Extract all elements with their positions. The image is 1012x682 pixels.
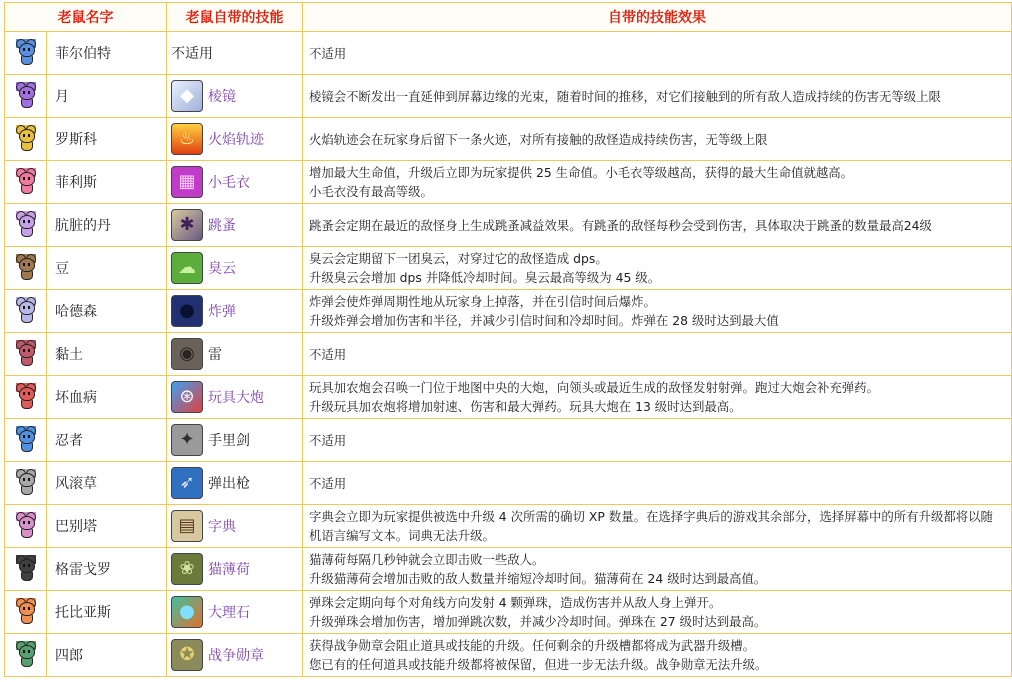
rat-skill [167, 505, 303, 548]
skill-link[interactable]: 炸弹 [208, 304, 236, 320]
rat-icon-cell [5, 161, 47, 204]
effect-text: 升级臭云会增加 dps 并降低冷却时间。臭云最高等级为 45 级。 [309, 270, 661, 285]
skill-link[interactable]: 棱镜 [208, 89, 236, 105]
skill-link[interactable]: 战争勋章 [208, 648, 264, 664]
skill-effect [303, 118, 1012, 161]
rat-skill [167, 376, 303, 419]
table-row [5, 118, 1012, 161]
effect-text: 不适用 [309, 475, 347, 491]
rat-icon-cell [5, 290, 47, 333]
sweater-icon: ▦ [171, 166, 203, 198]
rat-skill [167, 118, 303, 161]
rat-name: 忍者 [47, 419, 167, 462]
effect-text: 猫薄荷每隔几秒钟就会立即击败一些敌人。 [309, 552, 545, 567]
skill-effect [303, 247, 1012, 290]
effect-text: 弹珠会定期向每个对角线方向发射 4 颗弹珠，造成伤害并从敌人身上弹开。 [309, 595, 722, 610]
rat-skill [167, 634, 303, 677]
skill-effect [303, 505, 1012, 548]
effect-text: 升级玩具加农炮将增加射速、伤害和最大弹药。玩具大炮在 13 级时达到最高。 [309, 399, 742, 414]
rat-icon-cell [5, 548, 47, 591]
skill-effect [303, 333, 1012, 376]
skill-link[interactable]: 玩具大炮 [208, 390, 264, 406]
effect-text: 不适用 [309, 432, 347, 448]
mine-icon: ◉ [171, 338, 203, 370]
rat-skill [167, 161, 303, 204]
effect-text: 玩具加农炮会召唤一门位于地图中央的大炮，向领头或最近生成的敌怪发射射弹。跑过大炮会补充弹药。 [309, 380, 879, 395]
header-row [5, 3, 1012, 32]
skill-effect [303, 290, 1012, 333]
rat-icon-cell [5, 75, 47, 118]
skill-effect [303, 634, 1012, 677]
rat-skill [167, 548, 303, 591]
rat-icon [15, 167, 37, 193]
rat-skills-table [4, 2, 1012, 677]
rat-icon [15, 296, 37, 322]
rat-icon-cell [5, 419, 47, 462]
war-medal-icon: ✪ [171, 639, 203, 671]
table-row [5, 376, 1012, 419]
effect-text: 增加最大生命值，升级后立即为玩家提供 25 生命值。小毛衣等级越高，获得的最大生命值就越高。 [309, 165, 854, 180]
rat-icon [15, 210, 37, 236]
effect-text: 升级猫薄荷会增加击败的敌人数量并缩短冷却时间。猫薄荷在 24 级时达到最高值。 [309, 571, 767, 586]
dictionary-icon: ▤ [171, 510, 203, 542]
table-row [5, 462, 1012, 505]
effect-text: 不适用 [309, 45, 347, 61]
effect-text: 小毛衣没有最高等级。 [309, 184, 433, 199]
table-row [5, 32, 1012, 75]
skill-effect [303, 75, 1012, 118]
table-row [5, 75, 1012, 118]
skill-effect [303, 32, 1012, 75]
rat-icon [15, 468, 37, 494]
table-row [5, 161, 1012, 204]
rat-name: 菲尔伯特 [47, 32, 167, 75]
skill-effect [303, 204, 1012, 247]
rat-name: 月 [47, 75, 167, 118]
rat-name: 罗斯科 [47, 118, 167, 161]
shuriken-icon: ✦ [171, 424, 203, 456]
rat-icon [15, 253, 37, 279]
skill-link[interactable]: 大理石 [208, 605, 250, 621]
rat-name: 肮脏的丹 [47, 204, 167, 247]
effect-text: 升级弹珠会增加伤害，增加弹跳次数，并减少冷却时间。弹珠在 27 级时达到最高。 [309, 614, 767, 629]
rat-icon-cell [5, 505, 47, 548]
rat-name: 巴别塔 [47, 505, 167, 548]
rat-skill [167, 462, 303, 505]
skill-effect [303, 548, 1012, 591]
rat-icon [15, 554, 37, 580]
table-row [5, 247, 1012, 290]
rat-icon-cell [5, 462, 47, 505]
rat-icon [15, 81, 37, 107]
skill-effect [303, 161, 1012, 204]
bomb-icon: ● [171, 295, 203, 327]
toy-cannon-icon: ⊛ [171, 381, 203, 413]
skill-link[interactable]: 跳蚤 [208, 218, 236, 234]
effect-text: 您已有的任何道具或技能升级都将被保留，但进一步无法升级。战争勋章无法升级。 [309, 657, 768, 672]
rat-skill [167, 419, 303, 462]
table-row [5, 634, 1012, 677]
rat-icon-cell [5, 118, 47, 161]
rat-skill [167, 290, 303, 333]
skill-effect [303, 376, 1012, 419]
effect-text: 字典会立即为玩家提供被选中升级 4 次所需的确切 XP 数量。在选择字典后的游戏其余部分，选择屏幕中的所有升级都将以随机语言编写文本。词典无法升级。 [309, 509, 993, 543]
skill-effect [303, 419, 1012, 462]
rat-icon-cell [5, 376, 47, 419]
rat-name: 豆 [47, 247, 167, 290]
rat-name: 黏土 [47, 333, 167, 376]
catnip-icon: ❀ [171, 553, 203, 585]
effect-text: 升级炸弹会增加伤害和半径，并减少引信时间和冷却时间。炸弹在 28 级时达到最大值 [309, 313, 779, 328]
effect-text: 火焰轨迹会在玩家身后留下一条火迹，对所有接触的敌怪造成持续伤害，无等级上限 [309, 131, 768, 147]
skill-link[interactable]: 火焰轨迹 [208, 132, 264, 148]
header-rat-skill: 老鼠自带的技能 [167, 3, 303, 32]
rat-skill [167, 204, 303, 247]
table-row [5, 333, 1012, 376]
effect-text: 跳蚤会定期在最近的敌怪身上生成跳蚤减益效果。有跳蚤的敌怪每秒会受到伤害，具体取决于跳蚤的数量最高24级 [309, 217, 932, 233]
rat-name: 风滚草 [47, 462, 167, 505]
rat-icon-cell [5, 591, 47, 634]
effect-text: 棱镜会不断发出一直延伸到屏幕边缘的光束，随着时间的推移，对它们接触到的所有敌人造成持续的伤害无等级上限 [309, 88, 941, 104]
rat-name: 四郎 [47, 634, 167, 677]
header-skill-effect: 自带的技能效果 [303, 3, 1012, 32]
rat-skill [167, 591, 303, 634]
rat-icon-cell [5, 32, 47, 75]
rat-skill [167, 75, 303, 118]
rat-icon [15, 382, 37, 408]
effect-text: 不适用 [309, 346, 347, 362]
table-row [5, 505, 1012, 548]
rat-skill [167, 247, 303, 290]
rat-name: 格雷戈罗 [47, 548, 167, 591]
rat-icon [15, 38, 37, 64]
rat-icon [15, 597, 37, 623]
effect-text: 臭云会定期留下一团臭云，对穿过它的敌怪造成 dps。 [309, 251, 608, 266]
skill-link[interactable]: 臭云 [208, 261, 236, 277]
rat-name: 哈德森 [47, 290, 167, 333]
skill-label: 手里剑 [208, 433, 250, 449]
rat-icon-cell [5, 634, 47, 677]
effect-text: 炸弹会使炸弹周期性地从玩家身上掉落，并在引信时间后爆炸。 [309, 294, 656, 309]
rat-name: 托比亚斯 [47, 591, 167, 634]
table-row [5, 204, 1012, 247]
rat-icon-cell [5, 247, 47, 290]
rat-icon-cell [5, 204, 47, 247]
skill-effect [303, 462, 1012, 505]
rat-skill [167, 333, 303, 376]
skill-link[interactable]: 小毛衣 [208, 175, 250, 191]
header-rat-name: 老鼠名字 [5, 3, 167, 32]
flea-icon: ✱ [171, 209, 203, 241]
flame-trail-icon: ♨ [171, 123, 203, 155]
marble-icon: ● [171, 596, 203, 628]
skill-link[interactable]: 猫薄荷 [208, 562, 250, 578]
rat-name: 坏血病 [47, 376, 167, 419]
table-row [5, 548, 1012, 591]
skill-link[interactable]: 字典 [208, 519, 236, 535]
rat-icon [15, 339, 37, 365]
rat-icon [15, 640, 37, 666]
effect-text: 获得战争勋章会阻止道具或技能的升级。任何剩余的升级槽都将成为武器升级槽。 [309, 638, 756, 653]
stink-cloud-icon: ☁ [171, 252, 203, 284]
rat-icon [15, 124, 37, 150]
table-row [5, 419, 1012, 462]
table-row [5, 591, 1012, 634]
prism-icon: ◆ [171, 80, 203, 112]
rat-icon [15, 425, 37, 451]
skill-effect [303, 591, 1012, 634]
skill-label: 弹出枪 [208, 476, 250, 492]
rat-icon [15, 511, 37, 537]
rat-skill [167, 32, 303, 75]
popgun-icon: ➶ [171, 467, 203, 499]
table-row [5, 290, 1012, 333]
rat-icon-cell [5, 333, 47, 376]
skill-label: 不适用 [171, 46, 213, 62]
skill-label: 雷 [208, 347, 222, 363]
rat-name: 菲利斯 [47, 161, 167, 204]
